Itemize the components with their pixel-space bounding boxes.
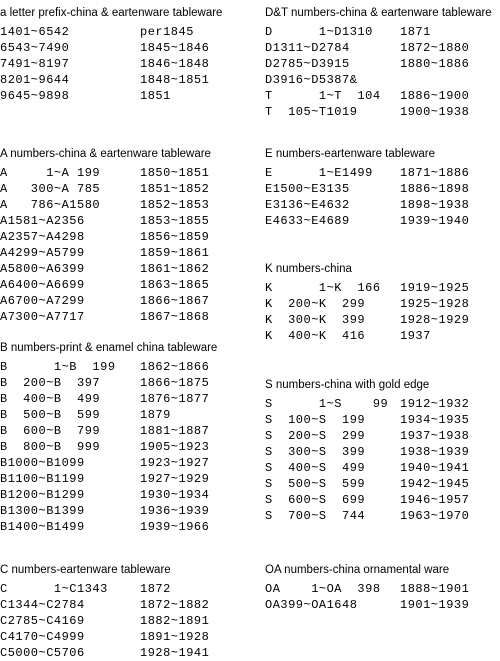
- year-range: 1876~1877: [140, 392, 210, 406]
- pattern-number-range: S 600~S 699: [265, 493, 366, 507]
- year-range: 1898~1938: [400, 198, 470, 212]
- pattern-number-range: C2785~C4169: [0, 614, 85, 628]
- table-row: [0, 391, 217, 407]
- table-row: [265, 597, 469, 613]
- year-range: 1872: [140, 582, 171, 596]
- year-range: 1942~1945: [400, 477, 470, 491]
- year-range: 1866~1867: [140, 294, 210, 308]
- pattern-number-range: S 1~S 99: [265, 397, 389, 411]
- pattern-number-range: S 400~S 499: [265, 461, 366, 475]
- table-row: [265, 296, 469, 312]
- table-row: [0, 581, 209, 597]
- pattern-number-range: 7491~8197: [0, 57, 70, 71]
- year-range: 1936~1939: [140, 504, 210, 518]
- year-range: 1879: [140, 408, 171, 422]
- table-row: [265, 492, 469, 508]
- table-row: [265, 476, 469, 492]
- year-range: 1939~1940: [400, 214, 470, 228]
- year-range: 1905~1923: [140, 440, 210, 454]
- pattern-number-range: D2785~D3915: [265, 57, 350, 71]
- table-row: [0, 197, 211, 213]
- section-rows: [265, 165, 469, 229]
- section-rows: [265, 280, 469, 344]
- section-b-numbers: [0, 341, 217, 535]
- section-a-numbers: [0, 147, 211, 325]
- table-row: [0, 519, 217, 535]
- table-row: [0, 40, 222, 56]
- section-heading: OA numbers-china ornamental ware: [265, 564, 450, 576]
- pattern-number-range: K 200~K 299: [265, 297, 366, 311]
- pattern-number-range: S 100~S 199: [265, 413, 366, 427]
- year-range: 1919~1925: [400, 281, 470, 295]
- pattern-number-range: B 800~B 999: [0, 440, 101, 454]
- section-e-numbers: [265, 147, 469, 229]
- table-row: [0, 645, 209, 661]
- table-row: [0, 261, 211, 277]
- section-heading: E numbers-eartenware tableware: [265, 148, 436, 160]
- table-row: [265, 444, 469, 460]
- table-row: [0, 503, 217, 519]
- pattern-number-range: 1401~6542: [0, 25, 70, 39]
- year-range: 1888~1901: [400, 582, 470, 596]
- table-row: [0, 613, 209, 629]
- pattern-number-range: A2357~A4298: [0, 230, 85, 244]
- pattern-number-range: A1581~A2356: [0, 214, 85, 228]
- pattern-number-range: D1311~D2784: [265, 41, 350, 55]
- year-range: 1886~1898: [400, 182, 470, 196]
- section-dt-numbers: [265, 6, 492, 120]
- pattern-number-range: B1000~B1099: [0, 456, 85, 470]
- year-range: 1930~1934: [140, 488, 210, 502]
- year-range: 1900~1938: [400, 105, 470, 119]
- pattern-number-range: OA 1~OA 398: [265, 582, 381, 596]
- pattern-number-range: E3136~E4632: [265, 198, 350, 212]
- table-row: [265, 72, 492, 88]
- year-range: 1850~1851: [140, 166, 210, 180]
- year-range: 1927~1929: [140, 472, 210, 486]
- section-rows: [265, 24, 492, 120]
- pattern-number-range: K 1~K 166: [265, 281, 381, 295]
- year-range: 1846~1848: [140, 57, 210, 71]
- table-row: [265, 56, 492, 72]
- pattern-number-range: A6400~A6699: [0, 278, 85, 292]
- pattern-number-range: B1400~B1499: [0, 520, 85, 534]
- year-range: 1939~1966: [140, 520, 210, 534]
- pattern-number-range: S 500~S 599: [265, 477, 366, 491]
- pattern-number-range: K 300~K 399: [265, 313, 366, 327]
- pattern-number-range: B 200~B 397: [0, 376, 101, 390]
- section-rows: [0, 359, 217, 535]
- pattern-number-range: OA399~OA1648: [265, 598, 358, 612]
- table-row: [265, 165, 469, 181]
- pattern-number-range: E1500~E3135: [265, 182, 350, 196]
- table-row: [265, 312, 469, 328]
- pattern-number-range: B 600~B 799: [0, 424, 101, 438]
- table-row: [0, 471, 217, 487]
- year-range: 1852~1853: [140, 198, 210, 212]
- year-range: 1863~1865: [140, 278, 210, 292]
- pattern-number-range: C1344~C2784: [0, 598, 85, 612]
- pattern-number-range: B1300~B1399: [0, 504, 85, 518]
- pattern-number-range: A 300~A 785: [0, 182, 101, 196]
- table-row: [0, 277, 211, 293]
- table-row: [0, 72, 222, 88]
- year-range: 1881~1887: [140, 424, 210, 438]
- year-range: 1925~1928: [400, 297, 470, 311]
- year-range: 1928~1941: [140, 646, 210, 660]
- table-row: [265, 508, 469, 524]
- year-range: per1845: [140, 25, 194, 39]
- table-row: [265, 328, 469, 344]
- section-heading: C numbers-eartenware tableware: [0, 564, 171, 576]
- year-range: 1891~1928: [140, 630, 210, 644]
- pattern-number-range: S 300~S 399: [265, 445, 366, 459]
- section-rows: [265, 396, 469, 524]
- pattern-number-range: A 1~A 199: [0, 166, 101, 180]
- pattern-number-range: D 1~D1310: [265, 25, 373, 39]
- table-row: [0, 213, 211, 229]
- year-range: 1940~1941: [400, 461, 470, 475]
- section-k-numbers: [265, 262, 469, 344]
- year-range: 1928~1929: [400, 313, 470, 327]
- table-row: [265, 213, 469, 229]
- table-row: [0, 88, 222, 104]
- year-range: 1861~1862: [140, 262, 210, 276]
- pattern-number-range: T 105~T1019: [265, 105, 358, 119]
- table-row: [0, 293, 211, 309]
- table-row: [265, 280, 469, 296]
- table-row: [0, 309, 211, 325]
- section-heading: B numbers-print & enamel china tableware: [0, 342, 218, 354]
- pattern-number-range: A5800~A6399: [0, 262, 85, 276]
- year-range: 1848~1851: [140, 73, 210, 87]
- section-heading: D&T numbers-china & eartenware tableware: [265, 7, 492, 19]
- section-heading: S numbers-china with gold edge: [265, 379, 430, 391]
- year-range: 1871: [400, 25, 431, 39]
- table-row: [265, 428, 469, 444]
- table-row: [0, 629, 209, 645]
- table-row: [0, 229, 211, 245]
- pattern-number-range: C4170~C4999: [0, 630, 85, 644]
- section-rows: [265, 581, 469, 613]
- table-row: [0, 24, 222, 40]
- table-row: [0, 165, 211, 181]
- table-row: [0, 181, 211, 197]
- section-a-letter-prefix: [0, 6, 222, 104]
- year-range: 1853~1855: [140, 214, 210, 228]
- year-range: 1851: [140, 89, 171, 103]
- table-row: [0, 455, 217, 471]
- pattern-number-range: 6543~7490: [0, 41, 70, 55]
- pattern-number-range: B 500~B 599: [0, 408, 101, 422]
- pattern-number-range: E4633~E4689: [265, 214, 350, 228]
- year-range: 1963~1970: [400, 509, 470, 523]
- pattern-number-range: B 1~B 199: [0, 360, 116, 374]
- section-heading: a letter prefix-china & eartenware tableware: [0, 7, 223, 19]
- section-rows: [0, 24, 222, 104]
- table-row: [265, 24, 492, 40]
- table-row: [0, 375, 217, 391]
- year-range: 1882~1891: [140, 614, 210, 628]
- table-row: [0, 487, 217, 503]
- year-range: 1937~1938: [400, 429, 470, 443]
- table-row: [0, 439, 217, 455]
- pattern-number-range: C5000~C5706: [0, 646, 85, 660]
- table-row: [0, 423, 217, 439]
- year-range: 1862~1866: [140, 360, 210, 374]
- pattern-number-range: K 400~K 416: [265, 329, 366, 343]
- pattern-number-range: 8201~9644: [0, 73, 70, 87]
- table-row: [0, 245, 211, 261]
- year-range: 1867~1868: [140, 310, 210, 324]
- year-range: 1912~1932: [400, 397, 470, 411]
- pattern-number-range: B1100~B1199: [0, 472, 85, 486]
- pattern-number-range: C 1~C1343: [0, 582, 108, 596]
- section-oa-numbers: [265, 563, 469, 613]
- section-heading: A numbers-china & eartenware tableware: [0, 148, 211, 160]
- year-range: 1886~1900: [400, 89, 470, 103]
- table-row: [0, 407, 217, 423]
- year-range: 1938~1939: [400, 445, 470, 459]
- section-s-numbers: [265, 378, 469, 524]
- table-row: [265, 581, 469, 597]
- pattern-number-range: A6700~A7299: [0, 294, 85, 308]
- year-range: 1871~1886: [400, 166, 470, 180]
- table-row: [265, 104, 492, 120]
- table-row: [265, 460, 469, 476]
- year-range: 1934~1935: [400, 413, 470, 427]
- table-row: [0, 56, 222, 72]
- pattern-number-range: T 1~T 104: [265, 89, 381, 103]
- table-row: [265, 412, 469, 428]
- section-c-numbers: [0, 563, 209, 661]
- year-range: 1872~1880: [400, 41, 470, 55]
- pattern-number-range: A 786~A1580: [0, 198, 101, 212]
- pattern-number-range: E 1~E1499: [265, 166, 373, 180]
- year-range: 1946~1957: [400, 493, 470, 507]
- table-row: [0, 597, 209, 613]
- table-row: [0, 359, 217, 375]
- pattern-number-range: B 400~B 499: [0, 392, 101, 406]
- pattern-number-range: B1200~B1299: [0, 488, 85, 502]
- table-row: [265, 396, 469, 412]
- year-range: 1859~1861: [140, 246, 210, 260]
- table-row: [265, 197, 469, 213]
- pattern-number-range: A7300~A7717: [0, 310, 85, 324]
- section-heading: K numbers-china: [265, 263, 352, 275]
- year-range: 1866~1875: [140, 376, 210, 390]
- year-range: 1872~1882: [140, 598, 210, 612]
- section-rows: [0, 581, 209, 661]
- year-range: 1937: [400, 329, 431, 343]
- table-row: [265, 88, 492, 104]
- pattern-number-range: S 200~S 299: [265, 429, 366, 443]
- year-range: 1845~1846: [140, 41, 210, 55]
- table-row: [265, 181, 469, 197]
- pattern-number-range: S 700~S 744: [265, 509, 366, 523]
- pattern-number-range: D3916~D5387&: [265, 73, 358, 87]
- year-range: 1880~1886: [400, 57, 470, 71]
- pattern-number-range: 9645~9898: [0, 89, 70, 103]
- pattern-number-range: A4299~A5799: [0, 246, 85, 260]
- year-range: 1901~1939: [400, 598, 470, 612]
- table-row: [265, 40, 492, 56]
- year-range: 1856~1859: [140, 230, 210, 244]
- year-range: 1851~1852: [140, 182, 210, 196]
- section-rows: [0, 165, 211, 325]
- year-range: 1923~1927: [140, 456, 210, 470]
